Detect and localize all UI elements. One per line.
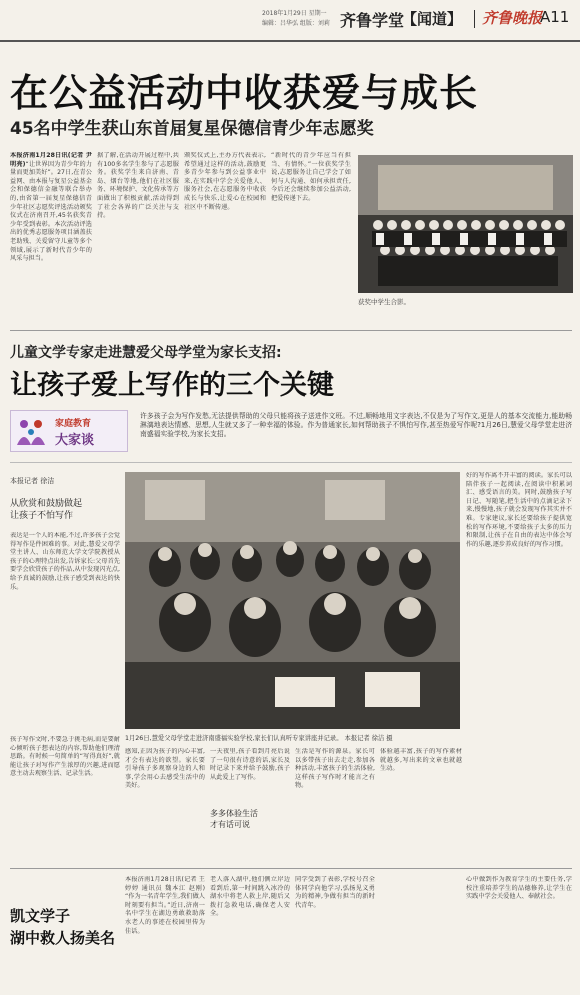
article2-intro: 许多孩子会为写作发愁,无法提供帮助的父母只能将孩子送进作文班。不过,顺畅地用文字表达,不仅是为了写作文,更是人的基本交流能力,能助畅淋漓地表达情感、思想,人生就又多了一种幸福的体验。作为普通家长,如何帮助孩子不惧怕写作,甚至热爱写作呢?1月26日,慧爱父母学堂走进济南盛福实验学校,为家长支招。 — [140, 412, 572, 438]
award-group-photo — [358, 155, 573, 293]
article3-title-line2: 湖中救人扬美名 — [10, 929, 116, 947]
subhead-experience: 多多体验生活 才有话可说 — [210, 808, 290, 830]
section-divider-1 — [10, 330, 572, 331]
masthead-channel: 【闻道】 — [402, 10, 463, 28]
article2-right-column: 好的写作离不开丰富的阅读。家长可以陪伴孩子一起阅读,在阅读中积累词汇、感受语言的美。同时,鼓励孩子写日记、写随笔,把生活中的点滴记录下来,慢慢地,孩子就会发现写作其实并不难。专家建议,家长还要给孩子提供宽松的写作环境,不要给孩子太多的压力和限制,让孩子在自由的表达中体会写作的乐趣,逐步养成良好的写作习惯。 — [466, 472, 572, 548]
article2-bottom-column-4: 体验越丰富,孩子的写作素材就越多,写出来的文章也就越生动。 — [380, 748, 462, 773]
article3-column-4: 心中做到作为教育学生的主要任务,学校注重培养学生的品德修养,让学生在实践中学会关爱他人、奉献社会。 — [466, 876, 572, 901]
article3-column-1: 本报济南1月28日讯(记者 王婷婷 通讯员 魏本江 赵刚) “作为一名青年学生,我们做人时刻要有担当。”近日,济南一名中学生在湖边勇敢救助落水老人的事迹在校园里传为佳话。 — [125, 876, 205, 935]
section-divider-2 — [10, 462, 572, 463]
masthead-editors: 编辑：吕华弘 组版：刘莉 — [262, 20, 330, 27]
masthead-rule — [0, 40, 580, 42]
article2-bottom-column-3: 生活是写作的源泉。家长可以多带孩子出去走走,参加各种活动,丰富孩子的生活体验,这样孩子写作时才能言之有物。 — [295, 748, 375, 790]
article1-byline: 本报济南1月28日讯(记者 尹明亮) — [10, 152, 92, 168]
article2-title: 让孩子爱上写作的三个关键 — [10, 370, 334, 401]
family-icon — [14, 415, 48, 449]
article1-title: 在公益活动中收获爱与成长 — [10, 71, 479, 115]
article1-subtitle: 45名中学生获山东首届复星保德信青少年志愿奖 — [10, 119, 374, 139]
article2-byline: 本报记者 徐洁 — [10, 477, 55, 485]
article1-column-3: 颁奖仪式上,主办方代表表示,希望通过这样的活动,鼓励更多青少年参与到公益事业中来,在实践中学会关爱他人、服务社会,在志愿服务中收获成长与快乐,让爱心在校园和社区中不断传递。 — [184, 152, 266, 211]
masthead-logo: 齐鲁晚报 — [482, 9, 543, 27]
masthead-divider-icon — [474, 10, 475, 28]
article2-kicker: 儿童文学专家走进慧爱父母学堂为家长支招: — [10, 345, 282, 361]
lecture-photo-caption: 1月26日,慧爱父母学堂走进济南盛福实验学校,家长们认真听专家讲座并记录。 本报记者 徐洁 摄 — [125, 735, 393, 742]
article1-column-4: “新时代的青少年应当有担当、有情怀。”一位获奖学生说,志愿服务让自己学会了如何与人沟通、如何承担责任,今后还会继续参加公益活动,把爱传递下去。 — [271, 152, 351, 202]
article1-column-1 — [10, 152, 92, 322]
article2-column-a: 表达是一个人的本能,不过,许多孩子会觉得写作是件困难的事。对此,慧爱父母学堂主讲人、山东师范大学文学院教授从孩子的心理特点出发,告诉家长:父母首先要学会欣赏孩子的作品,从中发现闪光点,给予真诚的鼓励,让孩子感受到表达的快乐。 — [10, 532, 120, 591]
lecture-photo-svg — [125, 472, 460, 729]
section-divider-3 — [10, 868, 572, 869]
subhead-appreciation: 从欣赏和鼓励做起 让孩子不怕写作 — [10, 499, 83, 521]
logo-label-line1: 家庭教育 — [55, 419, 92, 429]
article1-column-2: 据了解,在活动开展过程中,共有100多名学生参与了志愿服务。获奖学生来自济南、青岛、烟台等地,他们在社区服务、环境保护、文化传承等方面做出了积极贡献,活动得到了社会各界的广泛关注与支持。 — [97, 152, 179, 220]
article2-column-b: 孩子写作文时,不要急于挑毛病,而是要耐心倾听孩子想表达的内容,帮助他们理清思路。有时候一句简单的“写得真好”,就能让孩子对写作产生浓厚的兴趣,进而愿意主动去观察生活、记录生活。 — [10, 736, 120, 778]
masthead — [0, 0, 580, 40]
article2-bottom-column-2: 一天夜里,孩子看到月亮后说了一句很有诗意的话,家长及时记录下来并给予鼓励,孩子从此爱上了写作。 — [210, 748, 290, 781]
masthead-section: 齐鲁学堂 — [340, 11, 405, 30]
article3-column-3: 同学受到了表彰,学校号召全体同学向他学习,弘扬见义勇为的精神,争做有担当的新时代青年。 — [295, 876, 375, 909]
article3-column-2: 老人落入湖中,他们侧立岸边看到后,第一时间跳入冰冷的湖水中将老人救上岸,随后又拨打急救电话,确保老人安全。 — [210, 876, 290, 918]
award-group-photo-svg — [358, 155, 573, 293]
article3-title-line1: 凯文学子 — [10, 907, 71, 925]
page-number: A11 — [540, 8, 570, 26]
article1-col1-text: “让世界因为青少年的力量而更加美好”。27日,在青公益网、由本报与复星公益基金会和保德信金融等联合举办的,由省第一届复星保德信青少年社区志愿奖评选活动颁奖仪式在济南召开,45名获奖青少年受到表彰。本次活动评选出的优秀志愿服务项目涵盖扶老助残、关爱留守儿童等多个领域,展示了新时代青少年的风采与担当。 — [10, 160, 92, 263]
masthead-date: 2018年1月29日 星期一 — [262, 10, 327, 17]
lecture-photo — [125, 472, 460, 729]
logo-label-line2: 大家谈 — [55, 433, 95, 448]
award-photo-caption: 获奖中学生合影。 — [358, 298, 410, 306]
article2-bottom-column-1: 感知,正因为孩子的内心丰富,才会有表达的欲望。家长要引导孩子多观察身边的人和事,学会用心去感受生活中的美好。 — [125, 748, 205, 790]
family-education-logo — [10, 410, 128, 452]
